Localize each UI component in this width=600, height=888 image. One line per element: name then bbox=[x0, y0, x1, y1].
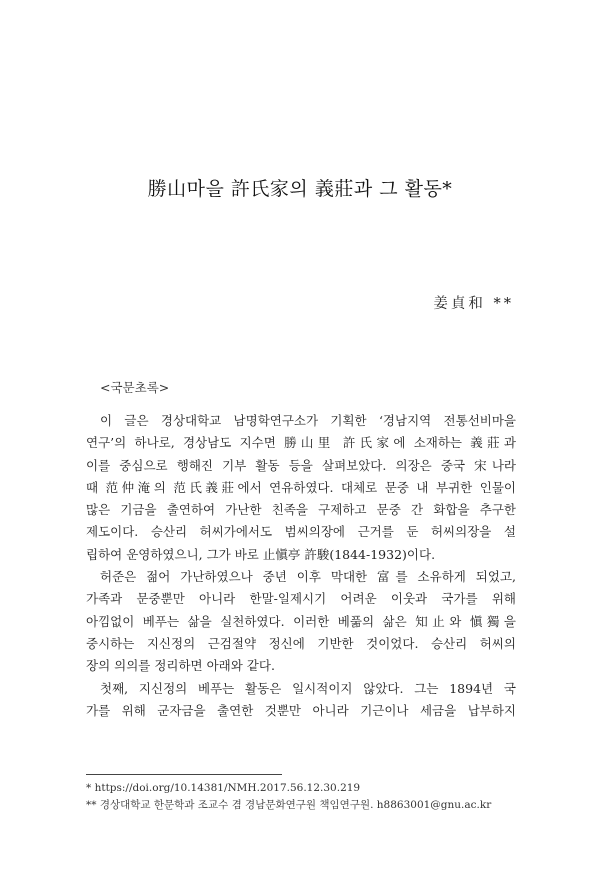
text-line: 이 글은 경상대학교 남명학연구소가 기획한 ‘경남지역 전통선비마을 bbox=[100, 413, 516, 428]
author-name: 姜貞和 ** bbox=[433, 296, 514, 312]
abstract-label: <국문초록> bbox=[100, 380, 170, 395]
footnote-author-affiliation: ** 경상대학교 한문학과 조교수 겸 경남문화연구원 책임연구원. h8863001@gnu.ac.kr bbox=[86, 799, 492, 811]
footnote-divider bbox=[86, 774, 282, 775]
abstract-body bbox=[86, 410, 516, 722]
text-line: 아낌없이 베푸는 삶을 실천하였다. 이러한 베풂의 삶은 知止와 愼獨을 bbox=[86, 613, 516, 629]
text-line: 이를 중심으로 행해진 기부 활동 등을 살펴보았다. 의장은 중국 宋나라 bbox=[86, 457, 516, 473]
text-line: 첫째, 지신정의 베푸는 활동은 일시적이지 않았다. 그는 1894년 국 bbox=[100, 680, 516, 696]
footnotes bbox=[86, 780, 526, 814]
text-line: 때 范仲淹의 范氏義莊에서 연유하였다. 대체로 문중 내 부귀한 인물이 bbox=[86, 479, 516, 495]
text-line: 장의 의의를 정리하면 아래와 같다. bbox=[86, 658, 275, 674]
text-line: 중시하는 지신정의 근검절약 정신에 기반한 것이었다. 승산리 허씨의 bbox=[86, 635, 516, 651]
text-line: 가를 위해 군자금을 출연한 것뿐만 아니라 기근이나 세금을 납부하지 bbox=[86, 702, 516, 718]
paper-title: 勝山마을 許氏家의 義莊과 그 활동* bbox=[147, 178, 453, 200]
text-line: 허준은 젊어 가난하였으나 중년 이후 막대한 富를 소유하게 되었고, bbox=[100, 569, 516, 585]
footnote-doi: * https://doi.org/10.14381/NMH.2017.56.12.30.219 bbox=[86, 782, 361, 794]
text-line: 립하여 운영하였으니, 그가 바로 止愼亭 許駿(1844-1932)이다. bbox=[86, 546, 436, 562]
text-line: 가족과 문중뿐만 아니라 한말-일제시기 어려운 이웃과 국가를 위해 bbox=[86, 591, 516, 607]
text-line: 많은 기금을 출연하여 가난한 친족을 구제하고 문중 간 화합을 추구한 bbox=[86, 502, 516, 518]
text-line: 제도이다. 승산리 허씨가에서도 범씨의장에 근거를 둔 허씨의장을 설 bbox=[86, 524, 516, 540]
text-line: 연구’의 하나로, 경상남도 지수면 勝山里 許氏家에 소재하는 義莊과 bbox=[86, 435, 516, 451]
